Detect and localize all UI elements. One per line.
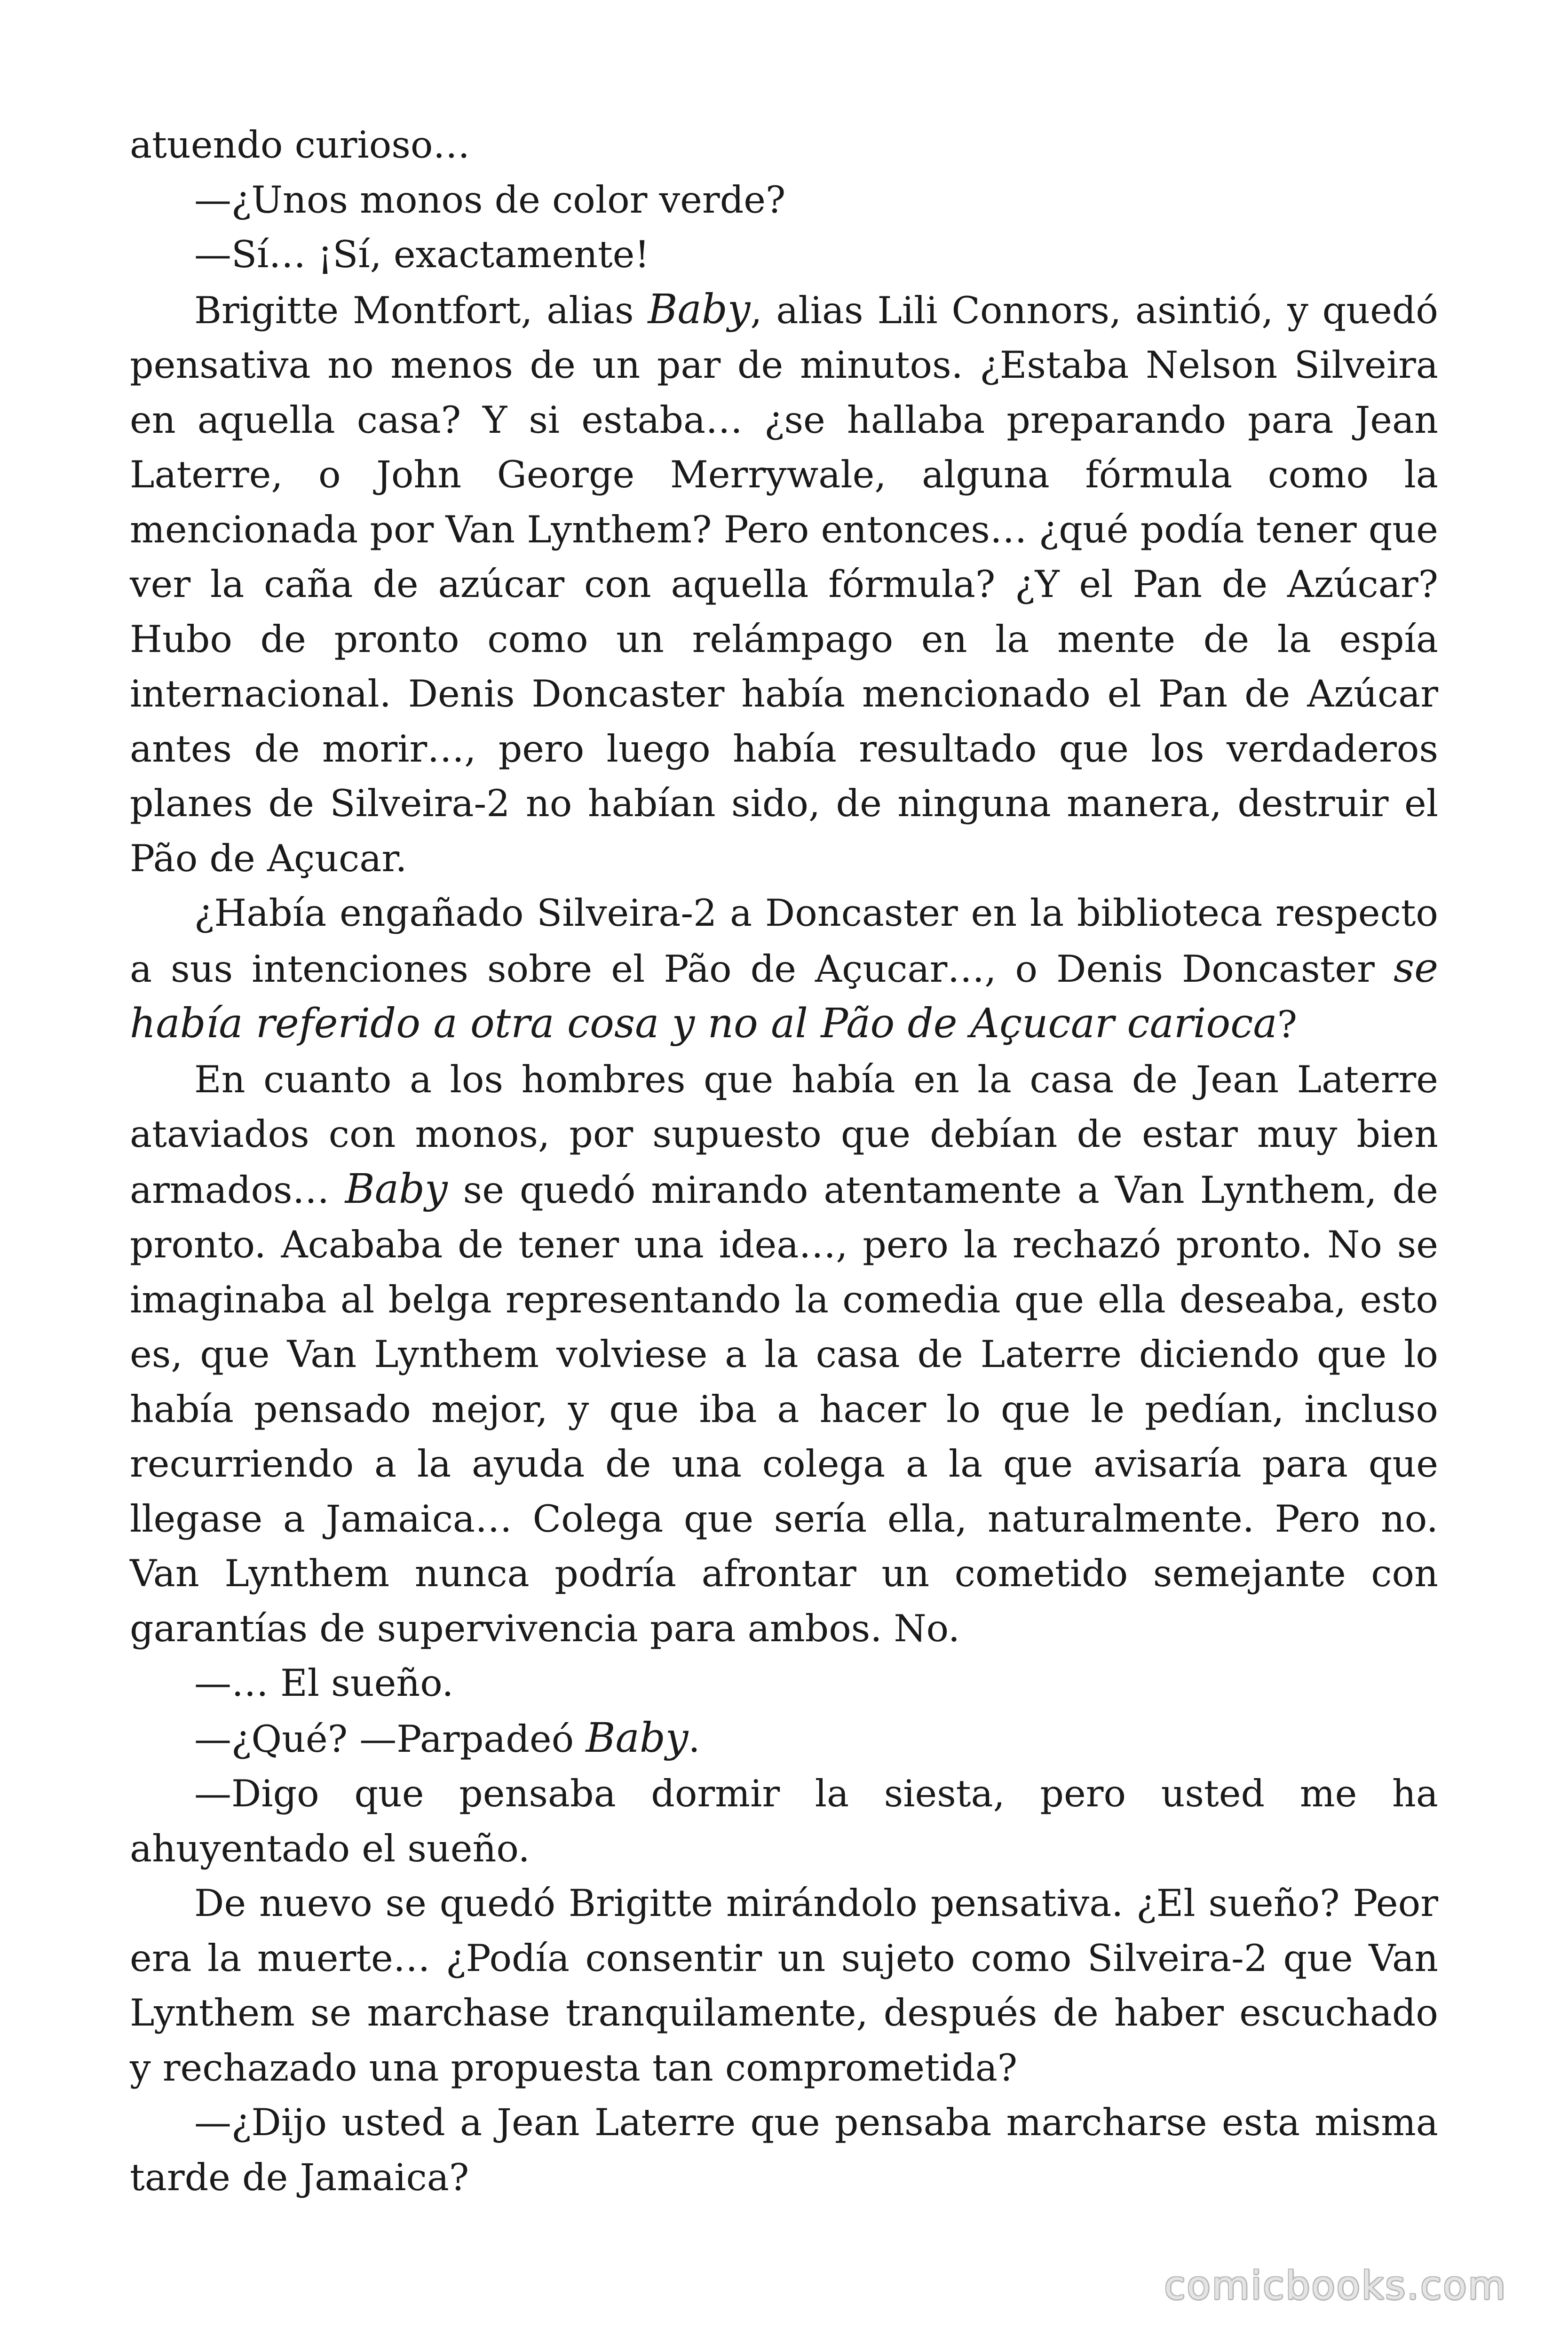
paragraph-5-italic: se había referido a otra cosa y no al Pão de Açucar carioca <box>130 944 1438 1047</box>
paragraph-5-text-a: ¿Había engañado Silveira-2 a Doncaster en la biblioteca respecto a sus intenciones sobre el Pão de Açucar…, o Denis Doncaster <box>130 891 1438 991</box>
paragraph-9 <box>130 1766 1438 1876</box>
paragraph-2-text: —¿Unos monos de color verde? <box>194 178 786 222</box>
paragraph-7 <box>130 1656 1438 1711</box>
paragraph-5 <box>130 886 1438 1052</box>
paragraph-4-text-a: Brigitte Montfort, alias <box>194 288 648 332</box>
paragraph-7-text: —… El sueño. <box>194 1661 454 1705</box>
paragraph-2 <box>130 173 1438 228</box>
paragraph-10 <box>130 1876 1438 2095</box>
paragraph-4-italic: Baby <box>648 286 751 333</box>
paragraph-11-text: —¿Dijo usted a Jean Laterre que pensaba marcharse esta misma tarde de Jamaica? <box>130 2101 1438 2199</box>
paragraph-1 <box>130 118 1438 173</box>
paragraph-6-text-c: se quedó mirando atentamente a Van Lynthem, de pronto. Acababa de tener una idea…, pero la rechazó pronto. No se imaginaba al belga representando la comedia que ella deseaba, esto es, que Van Lynthem volviese a la casa de Laterre diciendo que lo había pensado mejor, y que iba a hacer lo que le pedían, incluso recurriendo a la ayuda de una colega a la que avisaría para que llegase a Jamaica… Colega que sería ella, naturalmente. Pero no. Van Lynthem nunca podría afrontar un cometido semejante con garantías de supervivencia para ambos. No. <box>130 1168 1438 1650</box>
paragraph-8 <box>130 1711 1438 1767</box>
paragraph-9-text: —Digo que pensaba dormir la siesta, pero usted me ha ahuyentado el sueño. <box>130 1772 1438 1870</box>
paragraph-5-text-c: ? <box>1277 1003 1298 1046</box>
paragraph-4 <box>130 282 1438 886</box>
paragraph-10-text: De nuevo se quedó Brigitte mirándolo pensativa. ¿El sueño? Peor era la muerte… ¿Podía consentir un sujeto como Silveira-2 que Van Lynthem se marchase tranquilamente, después de haber escuchado y rechazado una propuesta tan comprometida? <box>130 1882 1438 2090</box>
watermark: comicbooks.com <box>1164 2264 1507 2308</box>
paragraph-3 <box>130 227 1438 282</box>
paragraph-4-text-c: , alias Lili Connors, asintió, y quedó pensativa no menos de un par de minutos. ¿Estaba Nelson Silveira en aquella casa? Y si estaba… ¿se hallaba preparando para Jean Laterre, o John George Merrywale, alguna fórmula como la mencionada por Van Lynthem? Pero entonces… ¿qué podía tener que ver la caña de azúcar con aquella fórmula? ¿Y el Pan de Azúcar? Hubo de pronto como un relámpago en la mente de la espía internacional. Denis Doncaster había mencionado el Pan de Azúcar antes de morir…, pero luego había resultado que los verdaderos planes de Silveira-2 no habían sido, de ninguna manera, destruir el Pão de Açucar. <box>130 288 1438 880</box>
paragraph-8-text-c: . <box>688 1717 700 1761</box>
paragraph-6-text-a: En cuanto a los hombres que había en la casa de Jean Laterre ataviados con monos, por supuesto que debían de estar muy bien armados… <box>130 1057 1438 1212</box>
paragraph-8-italic: Baby <box>586 1714 689 1762</box>
paragraph-8-text-a: —¿Qué? —Parpadeó <box>194 1717 586 1761</box>
page-body-text <box>130 118 1438 2205</box>
paragraph-11 <box>130 2095 1438 2205</box>
paragraph-6 <box>130 1052 1438 1656</box>
paragraph-6-italic: Baby <box>345 1165 448 1213</box>
paragraph-1-text: atuendo curioso… <box>130 123 470 167</box>
paragraph-3-text: —Sí… ¡Sí, exactamente! <box>194 233 650 276</box>
